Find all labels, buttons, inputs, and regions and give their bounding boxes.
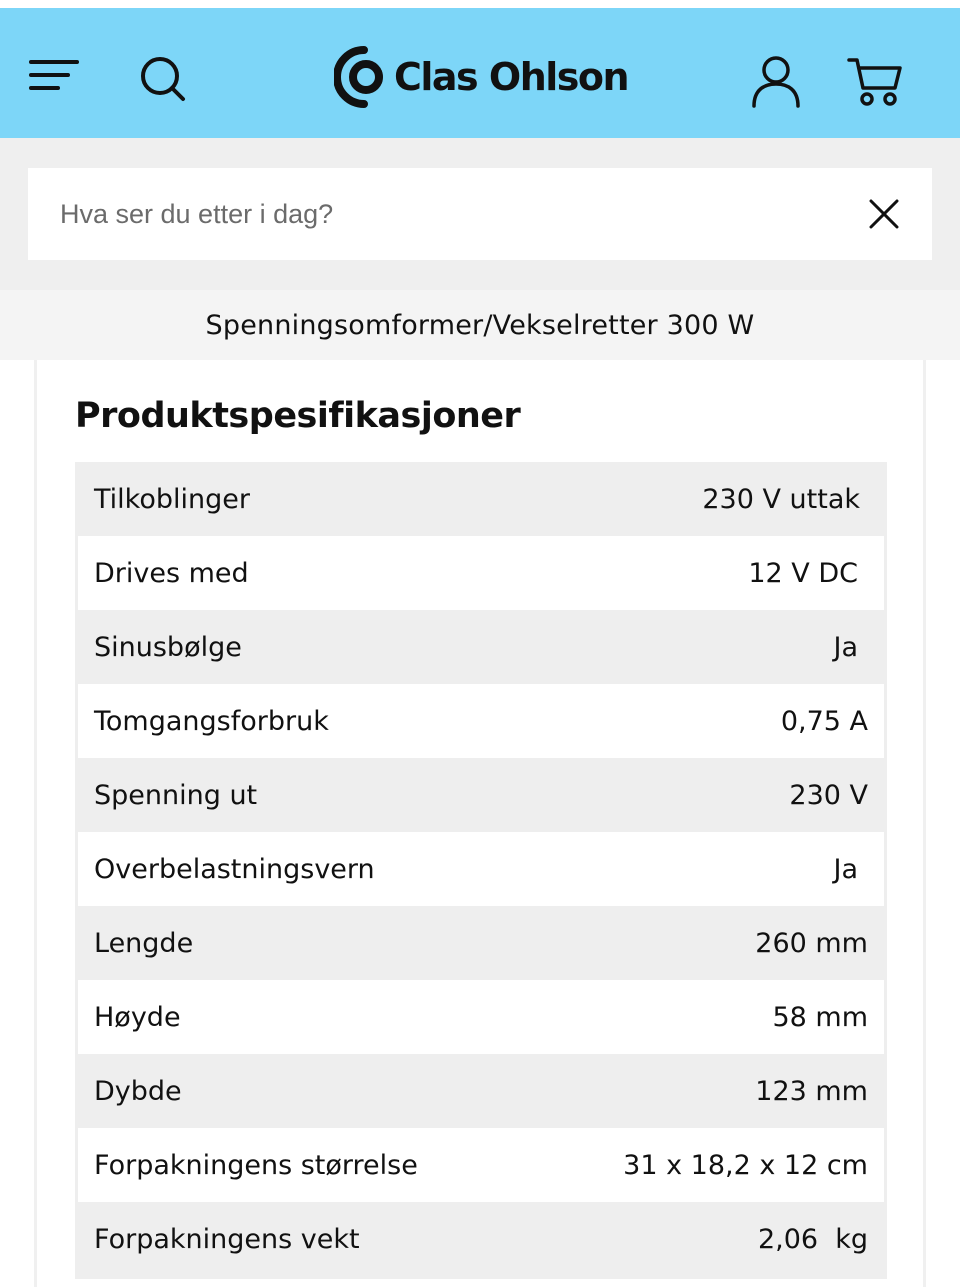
close-icon[interactable] [868,198,900,230]
search-band [0,138,960,290]
user-icon[interactable] [750,54,802,108]
spec-row [78,906,884,980]
spec-row [78,832,884,906]
spec-value: 58 mm [772,1001,868,1033]
spec-label: Overbelastningsvern [94,853,375,885]
product-title: Spenningsomformer/Vekselretter 300 W [205,309,755,341]
status-strip [0,0,960,8]
brand-logo[interactable] [334,42,628,112]
spec-label: Tomgangsforbruk [94,705,329,737]
spec-label: Forpakningens størrelse [94,1149,418,1181]
brand-name: Clas Ohlson [394,55,629,99]
cart-icon[interactable] [846,56,904,108]
spec-label: Dybde [94,1075,182,1107]
spec-panel [34,360,926,1287]
spec-value: Ja [833,853,858,885]
site-header [0,8,960,138]
spec-value: 230 V [789,779,868,811]
spec-row [78,758,884,832]
spec-value: 0,75 A [780,705,868,737]
spec-label: Lengde [94,927,194,959]
spec-row [78,1128,884,1202]
spec-value: 2,06 kg [757,1223,868,1255]
spec-row [78,462,884,536]
spec-label: Spenning ut [94,779,258,811]
search-input[interactable] [60,184,860,244]
spec-label: Sinusbølge [94,631,242,663]
spec-value: 12 V DC [748,557,858,589]
menu-icon[interactable] [28,56,80,96]
section-title: Produktspesifikasjoner [75,396,521,436]
product-title-bar [0,290,960,360]
spec-label: Tilkoblinger [94,483,250,515]
spec-value: 31 x 18,2 x 12 cm [623,1149,868,1181]
spec-value: 260 mm [755,927,868,959]
spec-value: Ja [833,631,858,663]
spec-label: Forpakningens vekt [94,1223,360,1255]
spec-row [78,1202,884,1276]
spec-label: Høyde [94,1001,181,1033]
spec-row [78,536,884,610]
spec-row [78,1054,884,1128]
spec-row [78,684,884,758]
spec-table [75,462,887,1279]
spec-value: 230 V uttak [702,483,860,515]
spec-value: 123 mm [755,1075,868,1107]
spec-row [78,610,884,684]
clas-ohlson-logo-icon [334,44,386,110]
spec-label: Drives med [94,557,249,589]
search-icon[interactable] [138,54,188,104]
spec-row [78,980,884,1054]
search-box [28,168,932,260]
